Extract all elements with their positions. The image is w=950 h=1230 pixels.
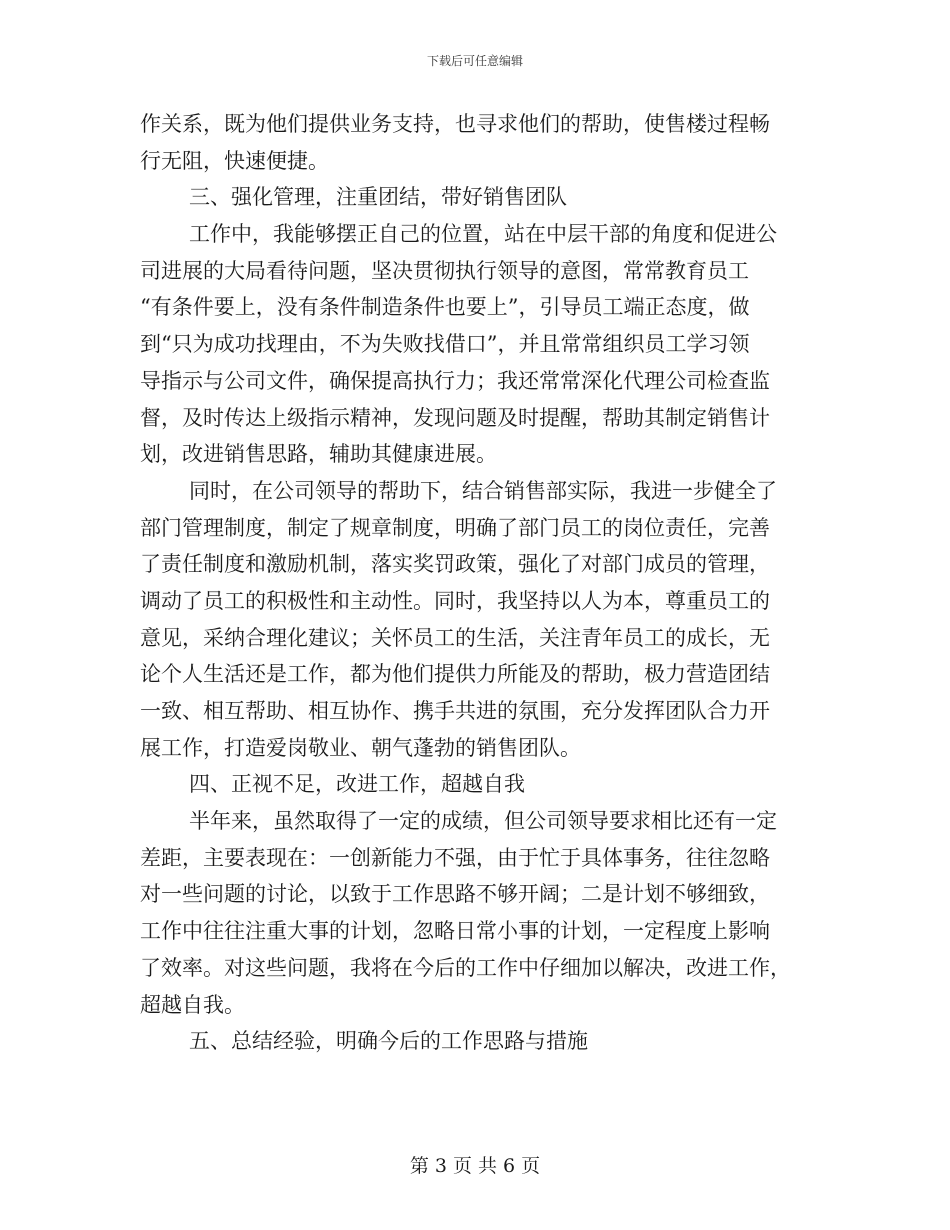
text-line: 半年来，虽然取得了一定的成绩，但公司领导要求相比还有一定 [189,809,777,834]
text-line: 行无阻，快速便捷。 [140,148,329,173]
text-line: 工作中往往注重大事的计划，忽略日常小事的计划，一定程度上影响 [140,919,770,944]
text-line: 作关系，既为他们提供业务支持，也寻求他们的帮助，使售楼过程畅 [140,112,770,136]
text-line: 对一些问题的讨论，以致于工作思路不够开阔；二是计划不够细致， [140,882,770,907]
text-line: 司进展的大局看待问题，坚决贯彻执行领导的意图，常常教育员工 [140,258,749,283]
text-line: 了责任制度和激励机制，落实奖罚政策，强化了对部门成员的管理， [140,552,770,577]
section-heading: 五、总结经验，明确今后的工作思路与措施 [189,1029,588,1054]
text-line: 同时，在公司领导的帮助下，结合销售部实际，我进一步健全了 [189,478,777,503]
page-number: 第 3 页 共 6 页 [409,1155,541,1177]
text-line: 部门管理制度，制定了规章制度，明确了部门员工的岗位责任，完善 [140,515,770,540]
text-line: 导指示与公司文件，确保提高执行力；我还常常深化代理公司检查监 [140,368,770,393]
document-body [140,106,812,1060]
text-line: 论个人生活还是工作，都为他们提供力所能及的帮助，极力营造团结 [140,662,770,687]
text-line: 督，及时传达上级指示精神，发现问题及时提醒，帮助其制定销售计 [140,405,770,430]
text-line: 展工作，打造爱岗敬业、朝气蓬勃的销售团队。 [140,735,581,760]
section-heading: 三、强化管理，注重团结，带好销售团队 [189,185,567,210]
text-line: 调动了员工的积极性和主动性。同时，我坚持以人为本，尊重员工的 [140,588,770,613]
text-line: 划，改进销售思路，辅助其健康进展。 [140,442,497,467]
text-line: 差距，主要表现在：一创新能力不强，由于忙于具体事务，往往忽略 [140,845,770,870]
text-line: 到“只为成功找理由，不为失败找借口”，并且常常组织员工学习领 [140,332,750,357]
page-header: 下载后可任意编辑 [426,54,523,68]
text-line: 工作中，我能够摆正自己的位置，站在中层干部的角度和促进公 [189,222,777,247]
text-line: “有条件要上，没有条件制造条件也要上”，引导员工端正态度，做 [140,295,750,320]
section-heading: 四、正视不足，改进工作，超越自我 [189,772,525,797]
text-line: 超越自我。 [140,992,245,1017]
text-line: 意见，采纳合理化建议；关怀员工的生活，关注青年员工的成长，无 [140,625,770,650]
text-line: 一致、相互帮助、相互协作、携手共进的氛围，充分发挥团队合力开 [140,699,770,723]
text-line: 了效率。对这些问题，我将在今后的工作中仔细加以解决，改进工作， [140,955,791,980]
